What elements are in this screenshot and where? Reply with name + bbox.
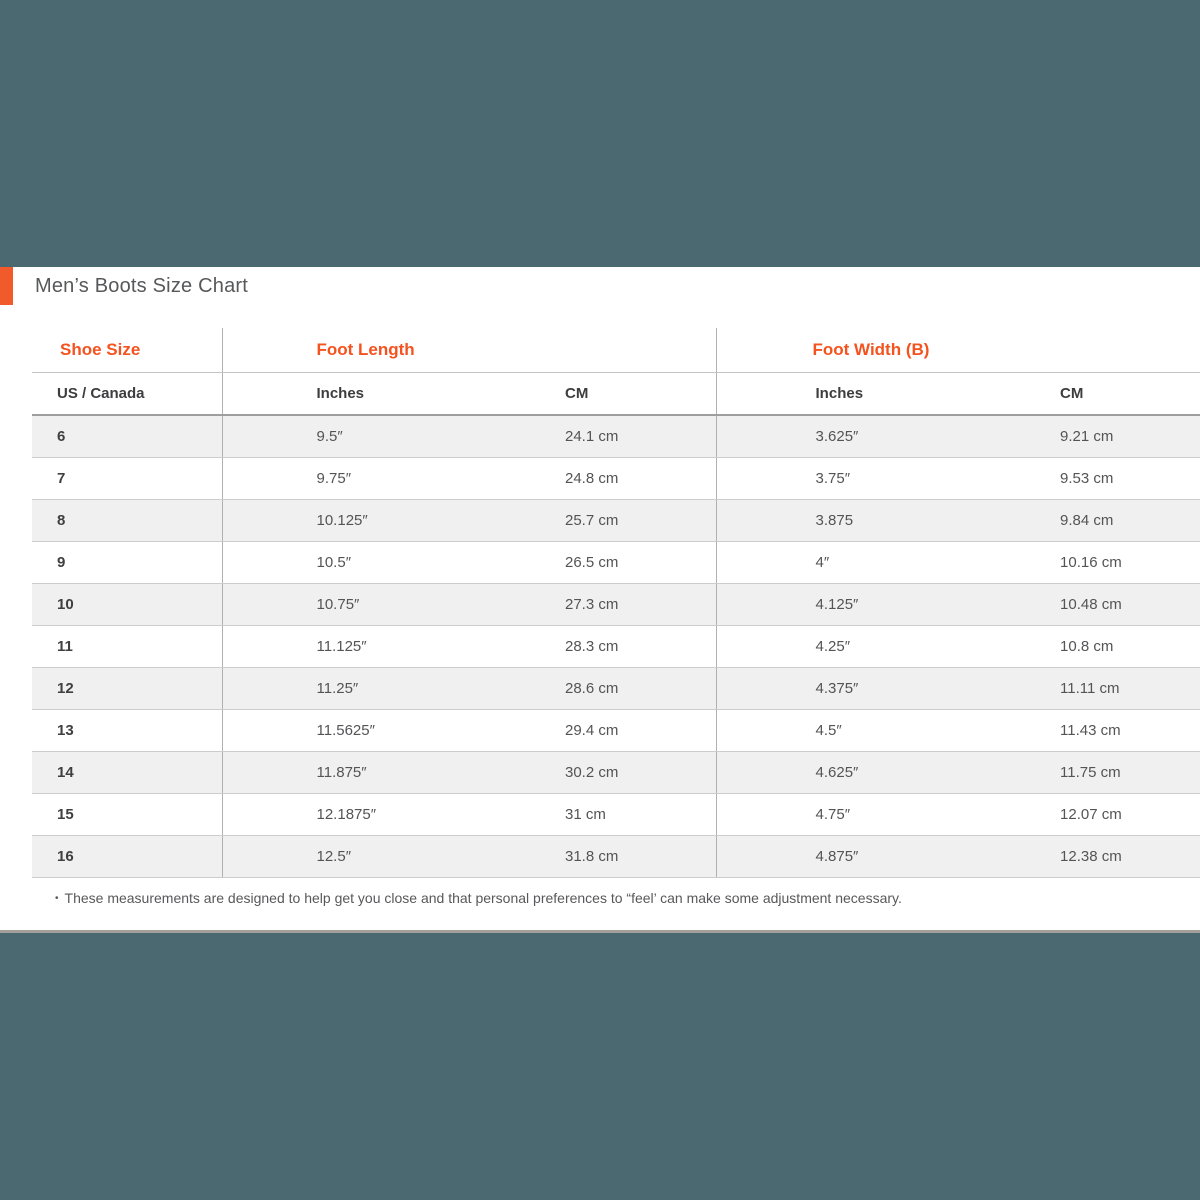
bullet-icon: • (55, 893, 59, 904)
cell-us: 11 (32, 625, 222, 667)
cell-us: 9 (32, 541, 222, 583)
table-row (32, 625, 1200, 667)
cell-length_cm: 28.6 cm (469, 667, 716, 709)
cell-width_in: 4.875″ (716, 835, 958, 877)
cell-width_cm: 12.07 cm (958, 793, 1200, 835)
cell-us: 15 (32, 793, 222, 835)
cell-width_in: 4.125″ (716, 583, 958, 625)
cell-width_in: 4.375″ (716, 667, 958, 709)
group-header-row (32, 328, 1200, 373)
table-row (32, 457, 1200, 499)
cell-length_cm: 29.4 cm (469, 709, 716, 751)
cell-us: 10 (32, 583, 222, 625)
col-header-length-inches: Inches (222, 373, 469, 416)
table-row (32, 583, 1200, 625)
cell-width_cm: 9.84 cm (958, 499, 1200, 541)
cell-width_cm: 10.48 cm (958, 583, 1200, 625)
table-row (32, 541, 1200, 583)
cell-length_cm: 24.1 cm (469, 415, 716, 457)
cell-us: 14 (32, 751, 222, 793)
subheader-row (32, 373, 1200, 416)
col-group-foot-length: Foot Length (222, 328, 716, 373)
cell-width_in: 4.5″ (716, 709, 958, 751)
table-row (32, 835, 1200, 877)
size-chart-panel (0, 267, 1200, 933)
cell-us: 6 (32, 415, 222, 457)
col-group-foot-width: Foot Width (B) (716, 328, 1200, 373)
footnote (55, 890, 902, 906)
cell-length_in: 9.5″ (222, 415, 469, 457)
footnote-text: These measurements are designed to help get you close and that personal preferences to “feel’ can make some adjustment necessary. (64, 890, 902, 906)
cell-width_cm: 11.11 cm (958, 667, 1200, 709)
cell-width_cm: 10.8 cm (958, 625, 1200, 667)
cell-length_in: 10.5″ (222, 541, 469, 583)
cell-length_cm: 30.2 cm (469, 751, 716, 793)
cell-width_in: 4.25″ (716, 625, 958, 667)
cell-us: 7 (32, 457, 222, 499)
col-header-width-cm: CM (958, 373, 1200, 416)
cell-width_cm: 10.16 cm (958, 541, 1200, 583)
cell-width_cm: 11.43 cm (958, 709, 1200, 751)
page-title: Men’s Boots Size Chart (35, 275, 249, 297)
size-table-body (32, 415, 1200, 877)
col-header-us-canada: US / Canada (32, 373, 222, 416)
cell-length_cm: 25.7 cm (469, 499, 716, 541)
cell-width_cm: 9.53 cm (958, 457, 1200, 499)
cell-length_cm: 24.8 cm (469, 457, 716, 499)
cell-us: 12 (32, 667, 222, 709)
table-row (32, 793, 1200, 835)
cell-length_cm: 31 cm (469, 793, 716, 835)
col-group-shoe-size: Shoe Size (32, 328, 222, 373)
table-row (32, 709, 1200, 751)
cell-length_in: 9.75″ (222, 457, 469, 499)
table-row (32, 751, 1200, 793)
col-header-width-inches: Inches (716, 373, 958, 416)
cell-length_cm: 26.5 cm (469, 541, 716, 583)
cell-length_in: 10.125″ (222, 499, 469, 541)
cell-length_in: 12.5″ (222, 835, 469, 877)
accent-bar (0, 267, 13, 305)
cell-length_in: 11.25″ (222, 667, 469, 709)
cell-us: 13 (32, 709, 222, 751)
cell-length_cm: 31.8 cm (469, 835, 716, 877)
cell-width_cm: 9.21 cm (958, 415, 1200, 457)
cell-width_in: 4.75″ (716, 793, 958, 835)
cell-width_in: 3.625″ (716, 415, 958, 457)
cell-length_in: 10.75″ (222, 583, 469, 625)
cell-us: 16 (32, 835, 222, 877)
cell-length_in: 12.1875″ (222, 793, 469, 835)
cell-width_in: 4″ (716, 541, 958, 583)
cell-width_cm: 12.38 cm (958, 835, 1200, 877)
cell-width_in: 4.625″ (716, 751, 958, 793)
table-row (32, 667, 1200, 709)
cell-length_in: 11.125″ (222, 625, 469, 667)
cell-width_in: 3.875 (716, 499, 958, 541)
cell-width_cm: 11.75 cm (958, 751, 1200, 793)
cell-length_cm: 27.3 cm (469, 583, 716, 625)
cell-us: 8 (32, 499, 222, 541)
table-row (32, 499, 1200, 541)
table-row (32, 415, 1200, 457)
cell-width_in: 3.75″ (716, 457, 958, 499)
cell-length_in: 11.5625″ (222, 709, 469, 751)
cell-length_cm: 28.3 cm (469, 625, 716, 667)
size-chart-table-wrap (32, 328, 1200, 878)
size-chart-table (32, 328, 1200, 878)
cell-length_in: 11.875″ (222, 751, 469, 793)
col-header-length-cm: CM (469, 373, 716, 416)
